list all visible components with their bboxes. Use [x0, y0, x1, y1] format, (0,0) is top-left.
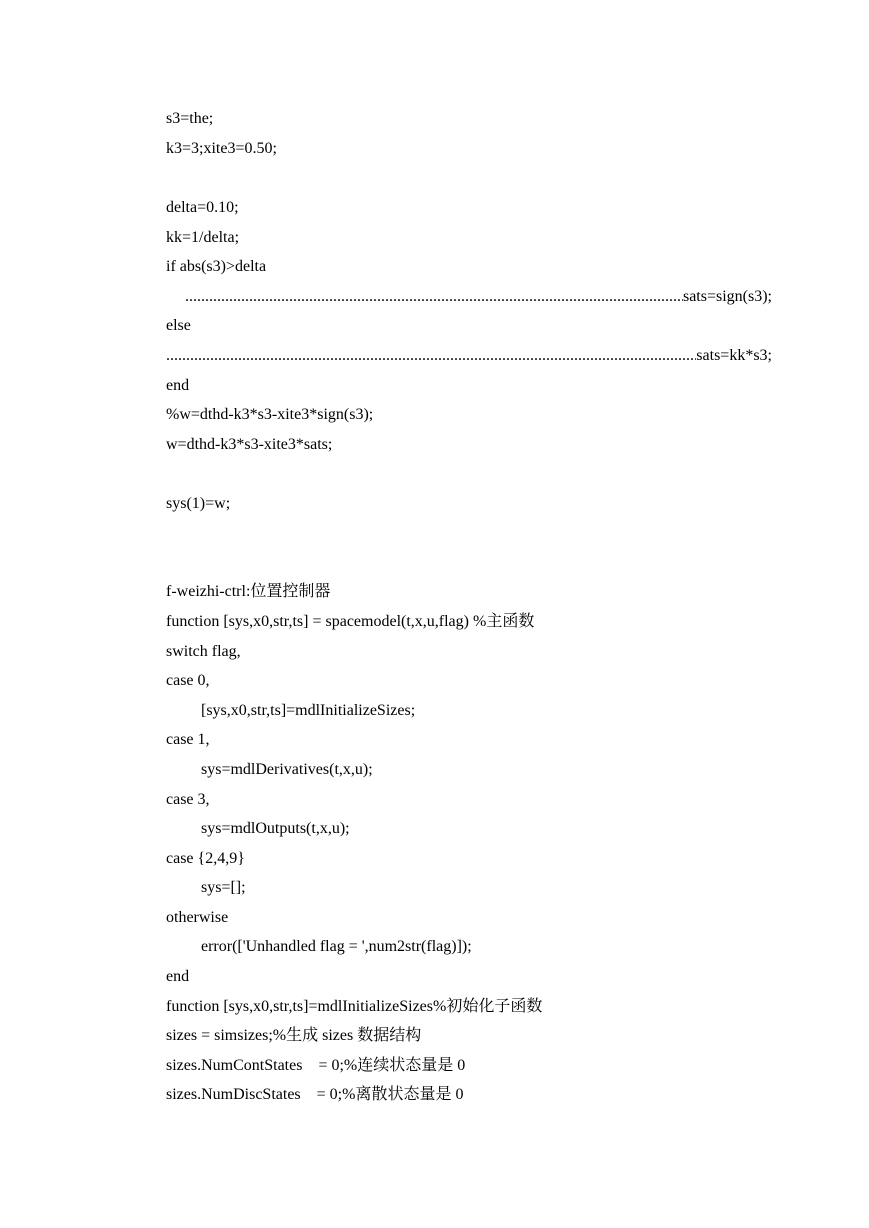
- code-line: error(['Unhandled flag = ',num2str(flag)]);: [201, 938, 472, 955]
- code-line: else: [166, 317, 191, 334]
- dotted-code-line: [166, 345, 772, 367]
- code-line: s3=the;: [166, 110, 214, 127]
- dotted-code-line: [166, 286, 772, 308]
- code-text: sats=kk*s3;: [696, 347, 772, 364]
- code-line: sys=mdlOutputs(t,x,u);: [201, 820, 350, 837]
- code-line: k3=3;xite3=0.50;: [166, 140, 277, 157]
- code-line: otherwise: [166, 909, 229, 926]
- code-line: sizes.NumContStates = 0;%连续状态量是 0: [166, 1057, 466, 1074]
- code-line: sizes = simsizes;%生成 sizes 数据结构: [166, 1027, 422, 1044]
- code-line: w=dthd-k3*s3-xite3*sats;: [166, 436, 333, 453]
- code-line: %w=dthd-k3*s3-xite3*sign(s3);: [166, 406, 374, 423]
- code-line: case {2,4,9}: [166, 850, 245, 867]
- section-heading: f-weizhi-ctrl:位置控制器: [166, 583, 331, 600]
- code-line: if abs(s3)>delta: [166, 258, 267, 275]
- code-line: case 3,: [166, 791, 210, 808]
- code-text: sats=sign(s3);: [682, 288, 772, 305]
- code-line: [sys,x0,str,ts]=mdlInitializeSizes;: [201, 702, 416, 719]
- dot-leader: [185, 286, 683, 308]
- code-line: sys(1)=w;: [166, 495, 231, 512]
- code-line: case 1,: [166, 731, 210, 748]
- code-line: kk=1/delta;: [166, 229, 240, 246]
- code-line: sys=mdlDerivatives(t,x,u);: [201, 761, 373, 778]
- dot-leader: [166, 345, 696, 367]
- code-line: function [sys,x0,str,ts]=mdlInitializeSizes%初始化子函数: [166, 998, 543, 1015]
- code-line: delta=0.10;: [166, 199, 239, 216]
- code-line: switch flag,: [166, 643, 241, 660]
- code-line: case 0,: [166, 672, 210, 689]
- code-line: sizes.NumDiscStates = 0;%离散状态量是 0: [166, 1086, 464, 1103]
- code-line: end: [166, 968, 190, 985]
- code-line: end: [166, 377, 190, 394]
- code-line: function [sys,x0,str,ts] = spacemodel(t,x,u,flag) %主函数: [166, 613, 535, 630]
- code-line: sys=[];: [201, 879, 246, 896]
